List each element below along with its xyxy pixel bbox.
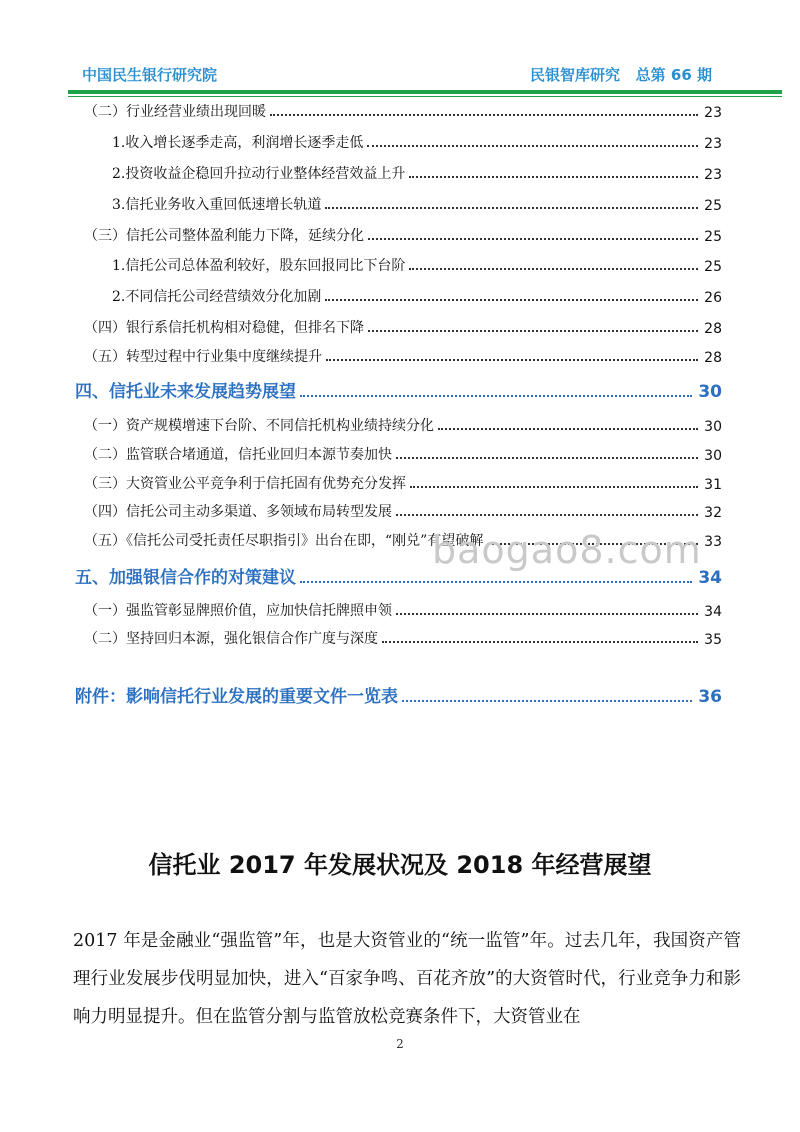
toc-entry-title: （三）信托公司整体盈利能力下降，延续分化 (84, 228, 364, 244)
toc-entry-title: 3.信托业务收入重回低速增长轨道 (112, 197, 322, 213)
toc-entry[interactable] (84, 442, 722, 464)
toc-entry-page: 23 (704, 136, 722, 152)
toc-entry-title: 2.投资收益企稳回升拉动行业整体经营效益上升 (112, 166, 406, 182)
toc-entry-title: 2.不同信托公司经营绩效分化加剧 (112, 289, 322, 305)
header-rule (68, 90, 782, 94)
toc-leader (396, 457, 698, 459)
toc-leader (410, 486, 698, 488)
toc-leader (367, 145, 698, 147)
toc-entry[interactable] (112, 253, 722, 275)
toc-leader (368, 330, 698, 332)
toc-entry-page: 28 (704, 350, 722, 366)
toc-entry-title: （三）大资管业公平竞争利于信托固有优势充分发挥 (84, 476, 406, 492)
toc-appendix[interactable] (75, 681, 722, 707)
watermark: baogao8.com (432, 528, 702, 572)
toc-entry-title: 1.收入增长逐季走高，利润增长逐季走低 (112, 135, 364, 151)
toc-entry-page: 26 (704, 290, 722, 306)
toc-leader (409, 176, 698, 178)
toc-entry-title: （一）强监管彰显牌照价值，应加快信托牌照申领 (84, 603, 392, 619)
toc-entry[interactable] (84, 471, 722, 493)
toc-appendix-page: 36 (698, 687, 722, 707)
toc-chapter-title: 五、加强银信合作的对策建议 (75, 568, 296, 588)
toc-entry[interactable] (84, 344, 722, 366)
report-title: 信托业 2017 年发展状况及 2018 年经营展望 (148, 851, 652, 879)
toc-leader (402, 700, 692, 702)
toc-chapter-title: 四、信托业未来发展趋势展望 (75, 382, 296, 402)
toc-entry-page: 35 (704, 632, 722, 648)
toc-entry-page: 30 (704, 419, 722, 435)
toc-entry-title: 1.信托公司总体盈利较好，股东回报同比下台阶 (112, 258, 406, 274)
toc-entry[interactable] (112, 130, 722, 152)
toc-entry[interactable] (84, 315, 722, 337)
toc-entry-page: 30 (704, 448, 722, 464)
toc-entry-page: 32 (704, 505, 722, 521)
toc-entry-page: 25 (704, 259, 722, 275)
page-header (0, 0, 800, 98)
toc-entry[interactable] (84, 413, 722, 435)
toc-leader (438, 428, 698, 430)
toc-leader (300, 581, 692, 583)
toc-entry[interactable] (112, 161, 722, 183)
toc-entry-title: （二）行业经营业绩出现回暖 (84, 104, 266, 120)
toc-entry-title: （二）监管联合堵通道，信托业回归本源节奏加快 (84, 447, 392, 463)
toc-entry-title: （五）《信托公司受托责任尽职指引》出台在即，“刚兑”有望破解 (84, 533, 484, 549)
toc-entry[interactable] (112, 192, 722, 214)
toc-entry-title: （五）转型过程中行业集中度继续提升 (84, 349, 322, 365)
toc-entry-title: （一）资产规模增速下台阶、不同信托机构业绩持续分化 (84, 418, 434, 434)
toc-entry[interactable] (84, 223, 722, 245)
toc-entry[interactable] (112, 284, 722, 306)
toc-entry-page: 25 (704, 229, 722, 245)
institute-name: 中国民生银行研究院 (82, 66, 218, 84)
toc-chapter[interactable] (75, 376, 722, 402)
toc-leader (325, 299, 698, 301)
issue-label: 民银智库研究 总第 66 期 (530, 66, 712, 84)
toc-entry[interactable] (84, 499, 722, 521)
toc-leader (409, 268, 698, 270)
toc-leader (300, 395, 692, 397)
page-number: 2 (396, 1037, 404, 1051)
toc-entry-title: （四）信托公司主动多渠道、多领域布局转型发展 (84, 504, 392, 520)
toc-entry-title: （二）坚持回归本源，强化银信合作广度与深度 (84, 631, 378, 647)
toc-entry[interactable] (84, 626, 722, 648)
toc-leader (396, 613, 698, 615)
toc-leader (368, 238, 698, 240)
toc-leader (326, 359, 698, 361)
toc-entry-page: 23 (704, 105, 722, 121)
toc-entry-page: 34 (704, 604, 722, 620)
toc-entry-page: 28 (704, 321, 722, 337)
toc-leader (396, 514, 698, 516)
toc-chapter-page: 30 (698, 382, 722, 402)
toc-appendix-title: 附件：影响信托行业发展的重要文件一览表 (75, 687, 398, 707)
toc-entry[interactable] (84, 598, 722, 620)
body-paragraph: 2017 年是金融业“强监管”年，也是大资管业的“统一监管”年。过去几年，我国资产管理行业发展步伐明显加快，进入“百家争鸣、百花齐放”的大资管时代，行业竞争力和影响力明显提升。但在监管分割与监管放松竞赛条件下，大资管业在 (73, 931, 741, 1027)
toc-leader (382, 641, 698, 643)
toc-entry[interactable] (84, 99, 722, 121)
toc-entry-page: 33 (704, 534, 722, 550)
toc-entry-page: 31 (704, 477, 722, 493)
toc-entry-page: 25 (704, 198, 722, 214)
header-rule-thin (68, 96, 782, 97)
toc-leader (270, 114, 698, 116)
toc-entry-title: （四）银行系信托机构相对稳健，但排名下降 (84, 320, 364, 336)
toc-chapter-page: 34 (698, 568, 722, 588)
toc-entry-page: 23 (704, 167, 722, 183)
toc-leader (325, 207, 698, 209)
